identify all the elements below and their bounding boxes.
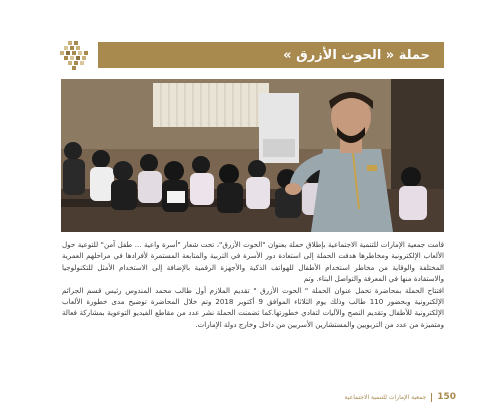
- page-title: حملة « الحوت الأزرق »: [283, 47, 430, 63]
- title-banner: [98, 42, 444, 68]
- footer-section-title: جمعية الإمارات للتنمية الاجتماعية: [344, 393, 427, 401]
- mosaic-logo-icon: [60, 41, 88, 69]
- article-body: [62, 239, 444, 330]
- page-number: 150: [437, 392, 456, 402]
- footer-divider: [431, 393, 432, 402]
- paragraph: قامت جمعية الإمارات للتنمية الاجتماعية بإطلاق حملة بعنوان "الحوت الأزرق"، تحت شعار "أسرة واعية ... طفل آمن" للتوعية حول الألعاب الإلكترونية ومخاطرها هدفت الحملة إلى استعادة دور الأسرة في التربية والمتابعة المستمرة لأفرادها في مراحلهم العمرية المختلفة والوقاية من مخاطر استخدام الأطفال للهواتف الذكية والأجهزة الرقمية بالإضافة إلى الاستخدام الأمثل للتكنولوجيا والاستفادة منها في المعرفة والتواصل البناء. وتم: [62, 240, 444, 284]
- classroom-photo: [61, 79, 444, 232]
- paragraph: افتتاح الحملة بمحاضرة تحمل عنوان الحملة " الحوت الأزرق " تقديم الملازم أول طالب محمد المندوس رئيس قسم الجرائم الإلكترونية وبحضور 110 طالب وذلك يوم الثلاثاء الموافق 9 أكتوبر 2018 وتم خلال المحاضرة توضيح مدى خطورة الألعاب الإلكترونية للأطفال وتقديم النصح والآليات لتفادي خطورتها.كما تضمنت الحملة نشر عدد من مقاطع الفيديو التوعوية بمشاركة فعالة ومتميزة من عدد من التربويين والمستشارين الأسريين من داخل وخارج دولة الإمارات.: [62, 285, 444, 329]
- page-footer: [306, 390, 456, 404]
